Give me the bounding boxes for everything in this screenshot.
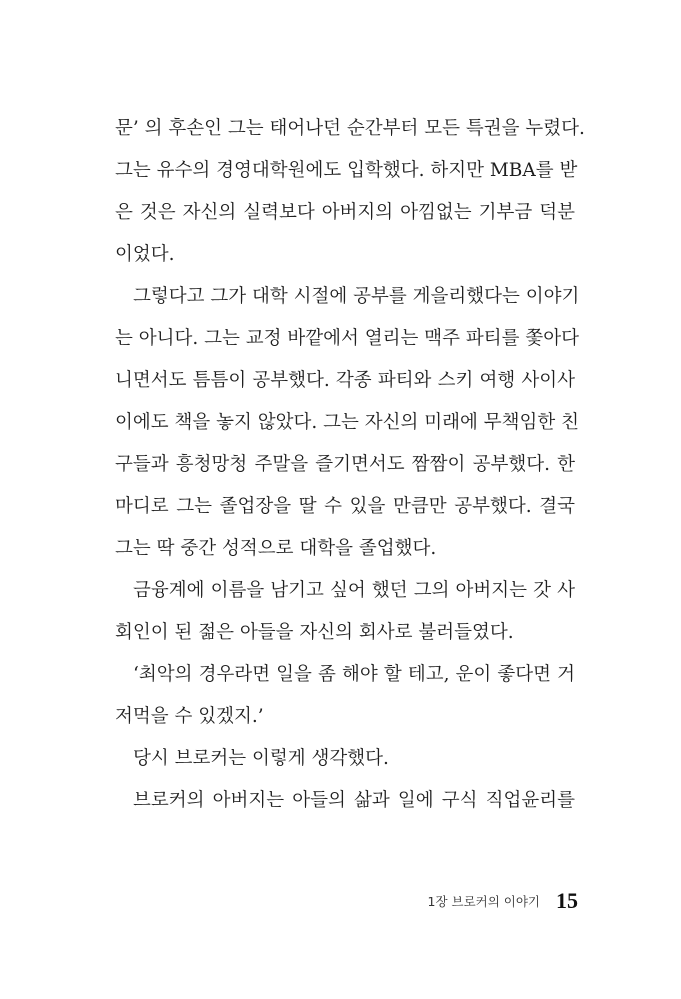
- text-line: 는 아니다. 그는 교정 바깥에서 열리는 맥주 파티를 쫓아다: [115, 328, 579, 349]
- text-line: 그렇다고 그가 대학 시절에 공부를 게을리했다는 이야기: [133, 286, 580, 307]
- text-line: 이에도 책을 놓지 않았다. 그는 자신의 미래에 무책임한 친: [115, 412, 579, 433]
- text-line: 회인이 된 젊은 아들을 자신의 회사로 불러들였다.: [115, 622, 514, 643]
- running-head: 1장 브로커의 이야기: [427, 894, 540, 909]
- text-line: ‘최악의 경우라면 일을 좀 해야 할 테고, 운이 좋다면 거: [133, 664, 575, 685]
- page-footer: [400, 886, 578, 916]
- text-line: 니면서도 틈틈이 공부했다. 각종 파티와 스키 여행 사이사: [115, 370, 575, 391]
- page-number: 15: [556, 888, 578, 913]
- text-line: 구들과 흥청망청 주말을 즐기면서도 짬짬이 공부했다. 한: [115, 454, 575, 475]
- text-line: 이었다.: [115, 244, 175, 265]
- text-line: 금융계에 이름을 남기고 싶어 했던 그의 아버지는 갓 사: [133, 580, 575, 601]
- text-line: 당시 브로커는 이렇게 생각했다.: [133, 748, 389, 769]
- text-line: 저먹을 수 있겠지.’: [115, 706, 264, 727]
- text-line: 그는 유수의 경영대학원에도 입학했다. 하지만 MBA를 받: [115, 160, 578, 181]
- text-line: 그는 딱 중간 성적으로 대학을 졸업했다.: [115, 538, 437, 559]
- text-line: 마디로 그는 졸업장을 딸 수 있을 만큼만 공부했다. 결국: [115, 496, 575, 517]
- body-text: [115, 108, 585, 822]
- text-line: 은 것은 자신의 실력보다 아버지의 아낌없는 기부금 덕분: [115, 202, 575, 223]
- text-line: 문’ 의 후손인 그는 태어나던 순간부터 모든 특권을 누렸다.: [115, 118, 585, 139]
- text-line: 브로커의 아버지는 아들의 삶과 일에 구식 직업윤리를: [133, 790, 575, 811]
